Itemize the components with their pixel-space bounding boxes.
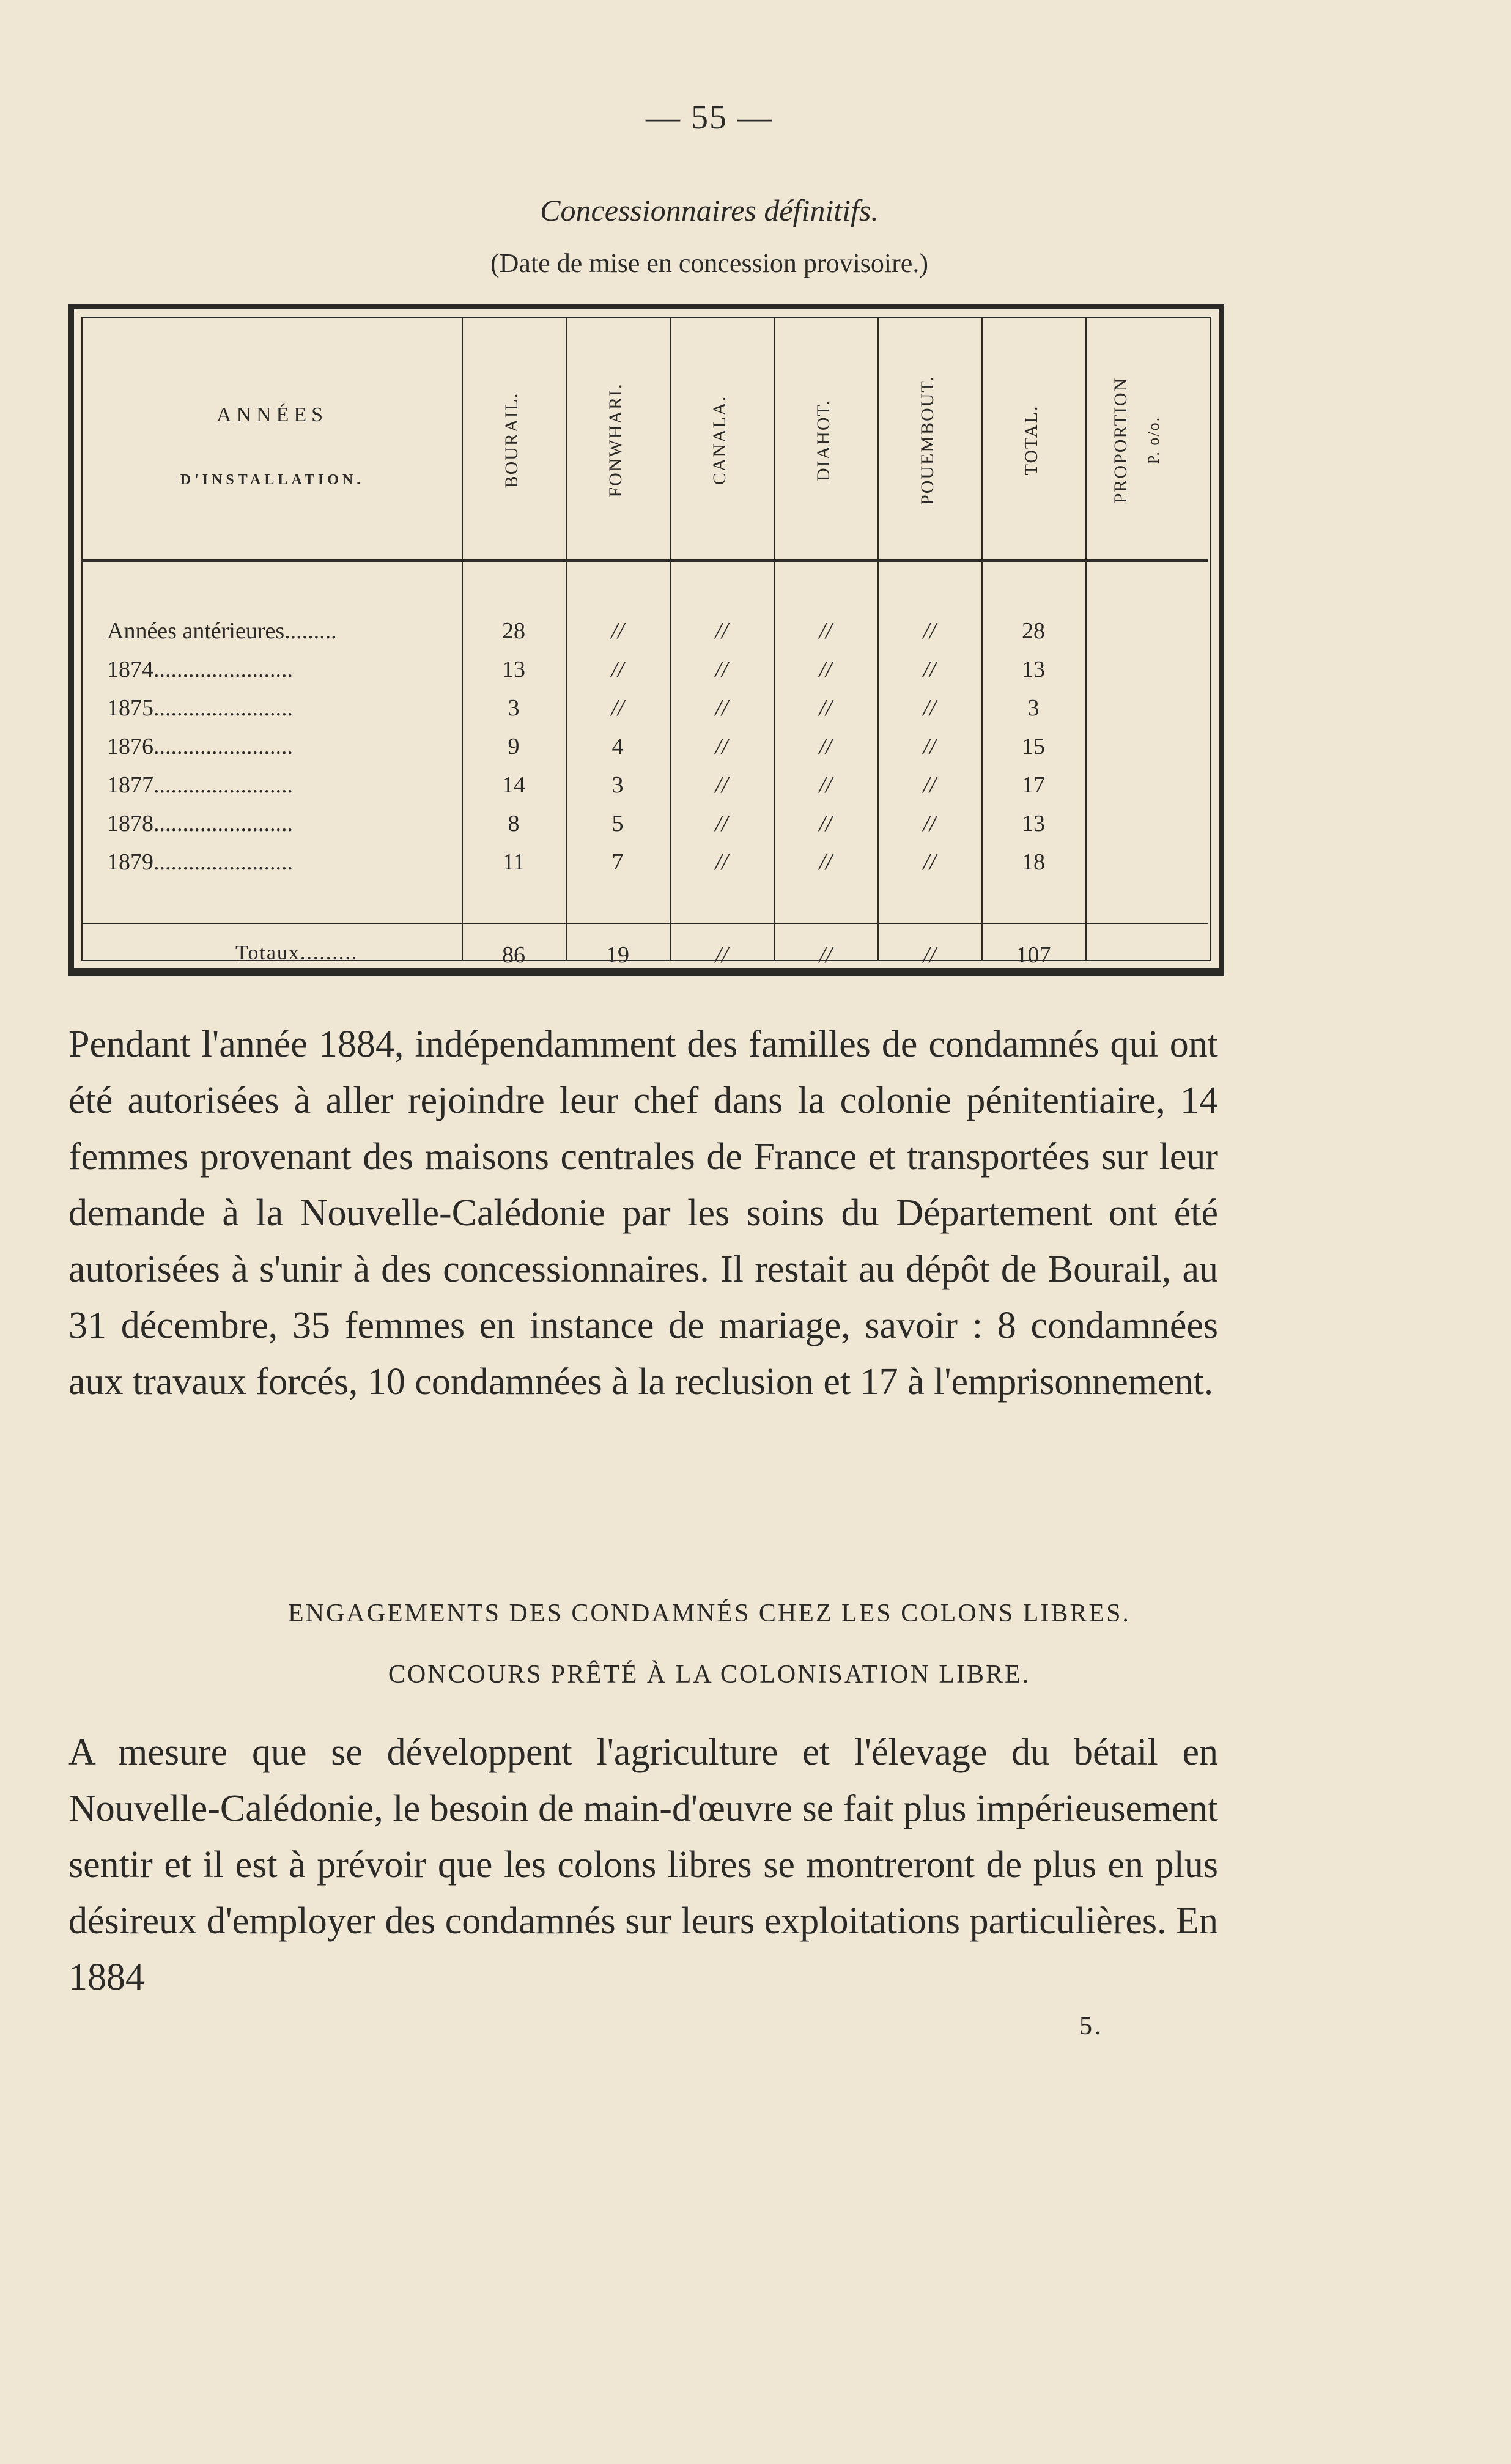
table-cell: 8 bbox=[508, 811, 520, 836]
header-diahot: DIAHOT. bbox=[813, 399, 833, 482]
table-cell: // bbox=[715, 849, 728, 875]
table-cell: // bbox=[715, 618, 728, 644]
paragraph-main-d-oeuvre: A mesure que se développent l'agriculture et l'élevage du bétail en Nouvelle-Calédonie, le besoin de main-d'œuvre se fait plus impérieusement sentir et il est à prévoir que les colons libres se montreront de plus en plus désireux d'employer des condamnés sur leurs exploitations particulières. En 1884 bbox=[68, 1732, 1218, 1998]
totals-cell: // bbox=[819, 942, 832, 968]
table-title: Concessionnaires définitifs. bbox=[540, 193, 879, 227]
table-cell: // bbox=[923, 695, 936, 721]
header-proportion: PROPORTION bbox=[1110, 377, 1131, 504]
table-cell: // bbox=[611, 657, 624, 682]
table-cell: 13 bbox=[1022, 811, 1045, 836]
table-subtitle: (Date de mise en concession provisoire.) bbox=[490, 248, 928, 278]
header-percent: P. o/o. bbox=[1145, 416, 1162, 465]
section-heading-concours: CONCOURS PRÊTÉ À LA COLONISATION LIBRE. bbox=[388, 1661, 1031, 1689]
table-cell: // bbox=[819, 811, 832, 836]
table-cell: // bbox=[715, 772, 728, 798]
table-cell: 13 bbox=[502, 657, 525, 682]
header-canala: CANALA. bbox=[709, 395, 730, 485]
row-label: 1878........................ bbox=[107, 811, 293, 836]
row-label: 1874........................ bbox=[107, 657, 293, 682]
table-cell: 13 bbox=[1022, 657, 1045, 682]
row-label: 1879........................ bbox=[107, 849, 293, 875]
totals-cell: // bbox=[923, 942, 936, 968]
table-cell: // bbox=[819, 657, 832, 682]
table-cell: 28 bbox=[502, 618, 525, 644]
table-cell: // bbox=[715, 695, 728, 721]
table-cell: 28 bbox=[1022, 618, 1045, 644]
table-cell: // bbox=[923, 657, 936, 682]
table-inner-border bbox=[81, 317, 1211, 968]
totals-divider bbox=[83, 923, 1208, 924]
row-label: 1876........................ bbox=[107, 734, 293, 759]
table-cell: 3 bbox=[1027, 695, 1040, 721]
header-annees: ANNÉES bbox=[216, 404, 328, 426]
table-cell: // bbox=[923, 849, 936, 875]
totals-cell: // bbox=[715, 942, 728, 968]
header-total: TOTAL. bbox=[1021, 405, 1041, 476]
table-cell: // bbox=[611, 618, 624, 644]
table-cell: 14 bbox=[502, 772, 525, 798]
row-label: 1877........................ bbox=[107, 772, 293, 798]
table-cell: // bbox=[819, 734, 832, 759]
totals-label: Totaux......... bbox=[235, 942, 358, 964]
table-cell: // bbox=[923, 734, 936, 759]
table-cell: 9 bbox=[508, 734, 520, 759]
table-cell: // bbox=[715, 734, 728, 759]
totals-cell: 19 bbox=[606, 942, 629, 968]
table-cell: 5 bbox=[611, 811, 624, 836]
table-cell: // bbox=[715, 811, 728, 836]
table-cell: 15 bbox=[1022, 734, 1045, 759]
table-cell: 4 bbox=[611, 734, 624, 759]
totals-cell: 86 bbox=[502, 942, 525, 968]
section-heading-engagements: ENGAGEMENTS DES CONDAMNÉS CHEZ LES COLONS LIBRES. bbox=[288, 1599, 1131, 1628]
header-installation: D'INSTALLATION. bbox=[180, 472, 364, 488]
table-cell: 17 bbox=[1022, 772, 1045, 798]
page-number: — 55 — bbox=[646, 98, 773, 136]
table-cell: // bbox=[611, 695, 624, 721]
table-cell: // bbox=[819, 695, 832, 721]
table-cell: // bbox=[715, 657, 728, 682]
table-cell: // bbox=[923, 811, 936, 836]
paragraph-femmes: Pendant l'année 1884, indépendamment des familles de condamnés qui ont été autorisées à aller rejoindre leur chef dans la colonie pénitentiaire, 14 femmes provenant des maisons centrales de France et transportées sur leur demande à la Nouvelle-Calédonie par les soins du Département ont été autorisées à s'unir à des concessionnaires. Il restait au dépôt de Bourail, au 31 décembre, 35 femmes en instance de mariage, savoir : 8 condamnées aux travaux forcés, 10 condamnées à la reclusion et 17 à l'emprisonnement. bbox=[68, 1024, 1218, 1403]
column-divider bbox=[1085, 318, 1087, 960]
page-signature: 5. bbox=[1079, 2012, 1104, 2040]
table-cell: 3 bbox=[508, 695, 520, 721]
row-label: 1875........................ bbox=[107, 695, 293, 721]
table-cell: 18 bbox=[1022, 849, 1045, 875]
totals-cell: 107 bbox=[1016, 942, 1051, 968]
row-label: Années antérieures......... bbox=[107, 618, 337, 644]
header-divider bbox=[83, 559, 1208, 562]
header-bourail: BOURAIL. bbox=[501, 392, 522, 489]
table-cell: 3 bbox=[611, 772, 624, 798]
header-fonwhari: FONWHARI. bbox=[605, 383, 626, 498]
concession-table bbox=[68, 304, 1224, 976]
table-cell: 7 bbox=[611, 849, 624, 875]
table-cell: // bbox=[819, 849, 832, 875]
table-cell: // bbox=[819, 772, 832, 798]
table-cell: // bbox=[819, 618, 832, 644]
table-cell: // bbox=[923, 618, 936, 644]
table-cell: 11 bbox=[502, 849, 525, 875]
header-pouembout: POUEMBOUT. bbox=[917, 375, 937, 505]
table-cell: // bbox=[923, 772, 936, 798]
